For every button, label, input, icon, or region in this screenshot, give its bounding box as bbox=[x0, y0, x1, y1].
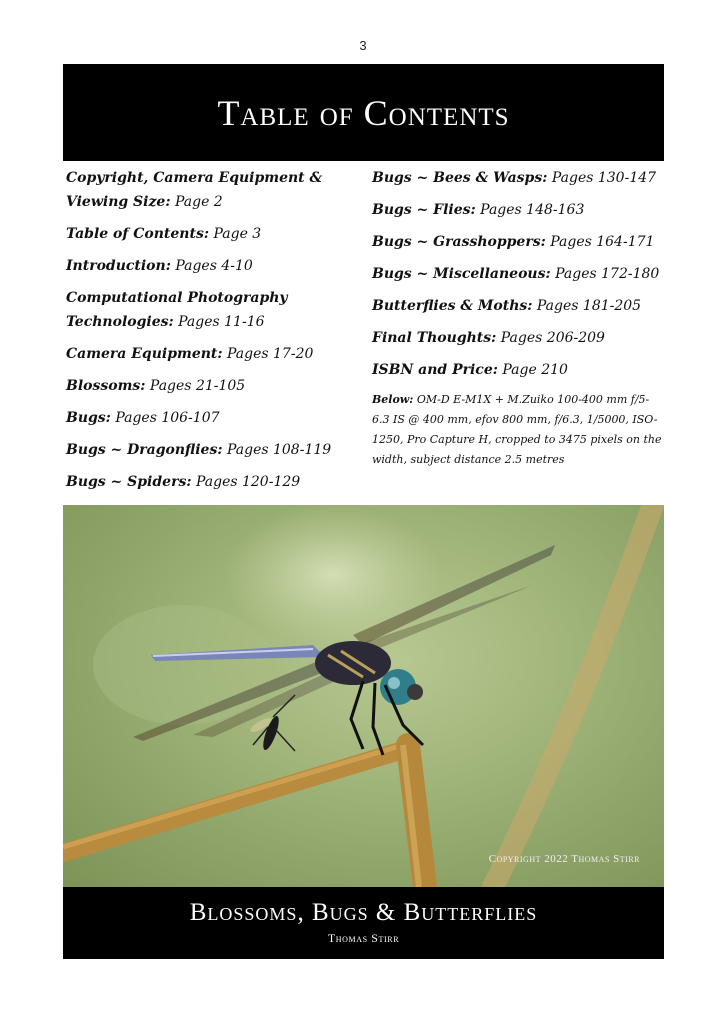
dragonfly-photo bbox=[63, 505, 664, 887]
page-title: Table of Contents bbox=[217, 92, 510, 133]
toc-entry: Butterflies & Moths: Pages 181-205 bbox=[372, 298, 642, 314]
toc-entry: Bugs ~ Spiders: Pages 120-129 bbox=[66, 474, 301, 490]
toc-entry: Camera Equipment: Pages 17-20 bbox=[66, 346, 314, 362]
book-title: Blossoms, Bugs & Butterflies bbox=[189, 899, 538, 926]
toc-entry: Computational Photography Technologies: Pages 11-16 bbox=[66, 290, 288, 330]
toc-left-column bbox=[66, 166, 360, 502]
photo-caption: Below: OM-D E-M1X + M.Zuiko 100-400 mm f/5-6.3 IS @ 400 mm, efov 800 mm, f/6.3, 1/5000, ISO-1250, Pro Capture H, cropped to 3475 pixels on the width, subject distance 2.5 metres bbox=[372, 393, 662, 466]
copyright-watermark: Copyright 2022 Thomas Stirr bbox=[488, 853, 640, 865]
toc-entry: Copyright, Camera Equipment & Viewing Size: Page 2 bbox=[66, 170, 323, 210]
toc-entry: Bugs ~ Dragonflies: Pages 108-119 bbox=[66, 442, 332, 458]
toc-entry: Bugs ~ Bees & Wasps: Pages 130-147 bbox=[372, 170, 657, 186]
toc-entry: Bugs ~ Miscellaneous: Pages 172-180 bbox=[372, 266, 660, 282]
toc-entry: Introduction: Pages 4-10 bbox=[66, 258, 253, 274]
table-of-contents bbox=[66, 166, 666, 502]
title-banner bbox=[63, 64, 664, 161]
toc-entry: Final Thoughts: Pages 206-209 bbox=[372, 330, 605, 346]
toc-entry: Table of Contents: Page 3 bbox=[66, 226, 262, 242]
toc-entry: Bugs: Pages 106-107 bbox=[66, 410, 220, 426]
toc-entry: Blossoms: Pages 21-105 bbox=[66, 378, 246, 394]
footer-banner bbox=[63, 887, 664, 959]
dragonfly-illustration bbox=[63, 505, 664, 887]
toc-right-column bbox=[372, 166, 666, 502]
page-number: 3 bbox=[359, 38, 367, 53]
toc-entry: ISBN and Price: Page 210 bbox=[372, 362, 568, 378]
toc-entry: Bugs ~ Grasshoppers: Pages 164-171 bbox=[372, 234, 655, 250]
toc-entry: Bugs ~ Flies: Pages 148-163 bbox=[372, 202, 585, 218]
book-author: Thomas Stirr bbox=[327, 931, 400, 945]
